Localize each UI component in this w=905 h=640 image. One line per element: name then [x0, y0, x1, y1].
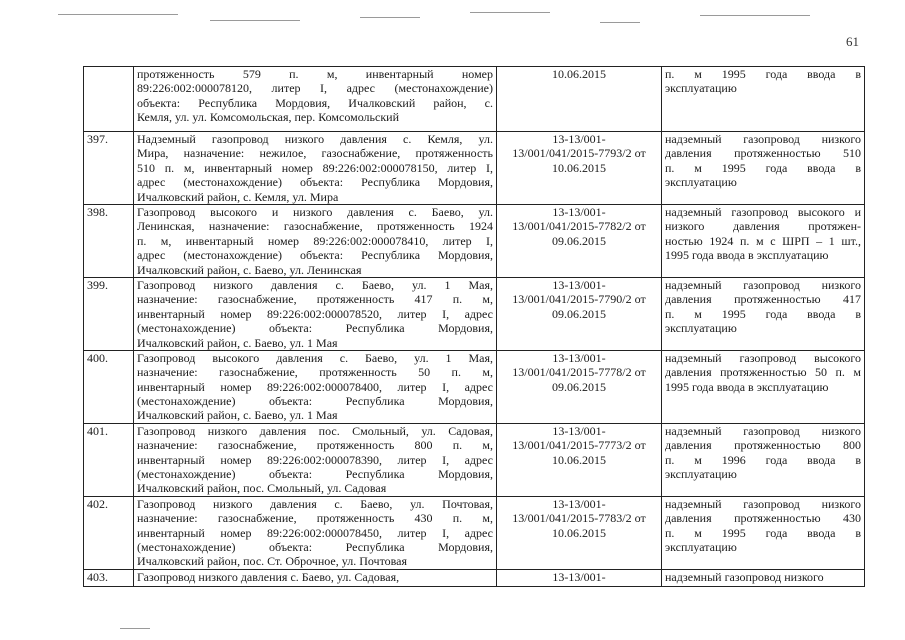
object-description-line: 89:226:002:000078120, литер I, адрес (местонахождение): [137, 81, 493, 96]
object-characteristics-line: надземный газопровод низкого: [665, 423, 861, 438]
registration-record-line: 09.06.2015: [552, 233, 606, 248]
registration-record-line: 13/001/041/2015-7782/2 от: [512, 219, 646, 234]
object-characteristics-line: давления протяженностью 417: [665, 292, 861, 307]
object-characteristics-line: надземный газопровод низкого: [665, 496, 861, 511]
registration-record-line: 10.06.2015: [552, 452, 606, 467]
object-characteristics: [662, 204, 865, 277]
table-row: [84, 277, 865, 350]
object-characteristics-line: п. м 1995 года ввода в: [665, 306, 861, 321]
object-characteristics-line: эксплуатацию: [665, 175, 737, 190]
object-description-line: Мира, назначение: нежилое, газоснабжение, протяженность: [137, 146, 493, 161]
object-description-line: назначение: газоснабжение, протяженность 50 п. м,: [137, 365, 493, 380]
object-description-line: объекта: Республика Мордовия, Ичалковский район, с.: [137, 95, 493, 110]
object-description-line: п. м, инвентарный номер 89:226:002:000078410, литер I,: [137, 233, 493, 248]
registration-record-line: 10.06.2015: [552, 67, 606, 81]
object-characteristics-line: 1995 года ввода в эксплуатацию: [665, 248, 829, 263]
table-row: [84, 132, 865, 205]
scan-artifact-bottom-1: [120, 628, 150, 629]
object-description: [134, 569, 497, 586]
object-characteristics-line: низкого давления протяжен-: [665, 219, 861, 234]
object-characteristics-line: эксплуатацию: [665, 321, 737, 336]
registration-record-line: 13-13/001-: [552, 277, 606, 292]
object-characteristics-line: эксплуатацию: [665, 81, 737, 96]
object-characteristics-line: ностью 1924 п. м с ШРП – 1 шт.,: [665, 233, 861, 248]
object-description-line: Ичалковский район, с. Баево, ул. Ленинская: [137, 262, 362, 277]
table-row: [84, 569, 865, 586]
object-description-line: Ичалковский район, с. Баево, ул. 1 Мая: [137, 408, 338, 423]
registration-record-line: 09.06.2015: [552, 306, 606, 321]
registration-record-line: 13/001/041/2015-7793/2 от: [512, 146, 646, 161]
object-characteristics-line: п. м 1995 года ввода в: [665, 525, 861, 540]
object-characteristics-line: надземный газопровод высокого и: [665, 204, 861, 219]
object-description-line: инвентарный номер 89:226:002:000078450, литер I, адрес: [137, 525, 493, 540]
registration-record-line: 13/001/041/2015-7778/2 от: [512, 365, 646, 380]
object-description-line: (местонахождение) объекта: Республика Мордовия,: [137, 321, 493, 336]
row-number: 402.: [84, 496, 134, 569]
object-description: [134, 496, 497, 569]
object-characteristics-line: надземный газопровод высокого: [665, 350, 861, 365]
object-description-line: инвентарный номер 89:226:002:000078400, литер I, адрес: [137, 379, 493, 394]
registration-record: [497, 350, 662, 423]
table-row: [84, 423, 865, 496]
registration-record-line: 13-13/001-: [552, 204, 606, 219]
registration-record-line: 13-13/001-: [552, 132, 606, 146]
scan-artifact-top-1: [58, 14, 178, 15]
registration-record-line: 13-13/001-: [552, 350, 606, 365]
object-description: [134, 350, 497, 423]
object-description-line: назначение: газоснабжение, протяженность 430 п. м,: [137, 511, 493, 526]
object-characteristics-line: п. м 1995 года ввода в: [665, 67, 861, 81]
object-description-line: Кемля, ул. ул. Комсомольская, пер. Комсомольский: [137, 110, 399, 125]
object-description-line: (местонахождение) объекта: Республика Мордовия,: [137, 394, 493, 409]
object-description-line: Ичалковский район, с. Кемля, ул. Мира: [137, 189, 339, 204]
scan-artifact-top-4: [470, 12, 550, 13]
object-description-line: инвентарный номер 89:226:002:000078390, литер I, адрес: [137, 452, 493, 467]
object-characteristics-line: п. м 1995 года ввода в: [665, 160, 861, 175]
scan-artifact-top-2: [210, 20, 300, 21]
object-characteristics-line: эксплуатацию: [665, 467, 737, 482]
row-number: 400.: [84, 350, 134, 423]
registration-record: [497, 423, 662, 496]
object-description-line: Газопровод низкого давления с. Баево, ул. Садовая,: [137, 569, 400, 584]
object-description: [134, 423, 497, 496]
object-characteristics-line: надземный газопровод низкого: [665, 132, 861, 146]
object-description-line: Газопровод высокого давления с. Баево, ул. 1 Мая,: [137, 350, 493, 365]
registration-record-line: 10.06.2015: [552, 525, 606, 540]
object-characteristics-line: надземный газопровод низкого: [665, 569, 824, 584]
object-description-line: (местонахождение) объекта: Республика Мордовия,: [137, 540, 493, 555]
object-characteristics: [662, 423, 865, 496]
object-characteristics-line: п. м 1996 года ввода в: [665, 452, 861, 467]
row-number: 399.: [84, 277, 134, 350]
object-characteristics-line: давления протяженностью 800: [665, 438, 861, 453]
object-characteristics: [662, 277, 865, 350]
object-description-line: адрес (местонахождение) объекта: Республика Мордовия,: [137, 248, 493, 263]
row-number: 401.: [84, 423, 134, 496]
object-description: [134, 132, 497, 205]
object-description-line: Ичалковский район, пос. Ст. Оброчное, ул. Почтовая: [137, 554, 408, 569]
object-description-line: Надземный газопровод низкого давления с. Кемля, ул.: [137, 132, 493, 146]
registration-record-line: 13/001/041/2015-7790/2 от: [512, 292, 646, 307]
table-row: [84, 350, 865, 423]
object-description-line: Ленинская, назначение: газоснабжение, протяженность 1924: [137, 219, 493, 234]
row-number: 398.: [84, 204, 134, 277]
table-row: [84, 67, 865, 132]
scan-artifact-top-6: [700, 15, 810, 16]
object-characteristics-line: 1995 года ввода в эксплуатацию: [665, 379, 829, 394]
object-description-line: протяженность 579 п. м, инвентарный номер: [137, 67, 493, 81]
object-characteristics: [662, 67, 865, 132]
table-row: [84, 204, 865, 277]
registration-record: [497, 496, 662, 569]
object-characteristics-line: надземный газопровод низкого: [665, 277, 861, 292]
registration-record-line: 13/001/041/2015-7773/2 от: [512, 438, 646, 453]
registration-record: [497, 67, 662, 132]
scan-artifact-top-5: [600, 22, 640, 23]
registration-record-line: 10.06.2015: [552, 160, 606, 175]
object-characteristics: [662, 350, 865, 423]
registry-table: [83, 66, 865, 587]
object-description-line: Газопровод низкого давления с. Баево, ул. 1 Мая,: [137, 277, 493, 292]
object-description-line: Газопровод низкого давления пос. Смольный, ул. Садовая,: [137, 423, 493, 438]
registration-record-line: 09.06.2015: [552, 379, 606, 394]
object-characteristics: [662, 132, 865, 205]
page-number: 61: [846, 34, 859, 49]
registration-record: [497, 204, 662, 277]
object-description-line: адрес (местонахождение) объекта: Республика Мордовия,: [137, 175, 493, 190]
object-characteristics: [662, 496, 865, 569]
registration-record: [497, 132, 662, 205]
object-description-line: инвентарный номер 89:226:002:000078520, литер I, адрес: [137, 306, 493, 321]
object-description: [134, 277, 497, 350]
object-characteristics: [662, 569, 865, 586]
row-number: 397.: [84, 132, 134, 205]
object-description: [134, 204, 497, 277]
object-description-line: (местонахождение) объекта: Республика Мордовия,: [137, 467, 493, 482]
object-description-line: назначение: газоснабжение, протяженность 800 п. м,: [137, 438, 493, 453]
object-characteristics-line: давления протяженностью 430: [665, 511, 861, 526]
registration-record-line: 13/001/041/2015-7783/2 от: [512, 511, 646, 526]
object-characteristics-line: давления протяженностью 50 п. м: [665, 365, 861, 380]
registration-record-line: 13-13/001-: [552, 569, 606, 584]
object-characteristics-line: эксплуатацию: [665, 540, 737, 555]
object-description-line: Газопровод низкого давления с. Баево, ул. Почтовая,: [137, 496, 493, 511]
object-description-line: 510 п. м, инвентарный номер 89:226:002:000078150, литер I,: [137, 160, 493, 175]
row-number: 403.: [84, 569, 134, 586]
registration-record: [497, 277, 662, 350]
scan-artifact-top-3: [360, 17, 420, 18]
registration-record-line: 13-13/001-: [552, 496, 606, 511]
object-description: [134, 67, 497, 132]
row-number: [84, 67, 134, 132]
object-description-line: Газопровод высокого и низкого давления с. Баево, ул.: [137, 204, 493, 219]
table-row: [84, 496, 865, 569]
object-description-line: Ичалковский район, пос. Смольный, ул. Садовая: [137, 481, 387, 496]
registration-record: [497, 569, 662, 586]
object-description-line: Ичалковский район, с. Баево, ул. 1 Мая: [137, 335, 338, 350]
object-characteristics-line: давления протяженностью 510: [665, 146, 861, 161]
object-description-line: назначение: газоснабжение, протяженность 417 п. м,: [137, 292, 493, 307]
registration-record-line: 13-13/001-: [552, 423, 606, 438]
